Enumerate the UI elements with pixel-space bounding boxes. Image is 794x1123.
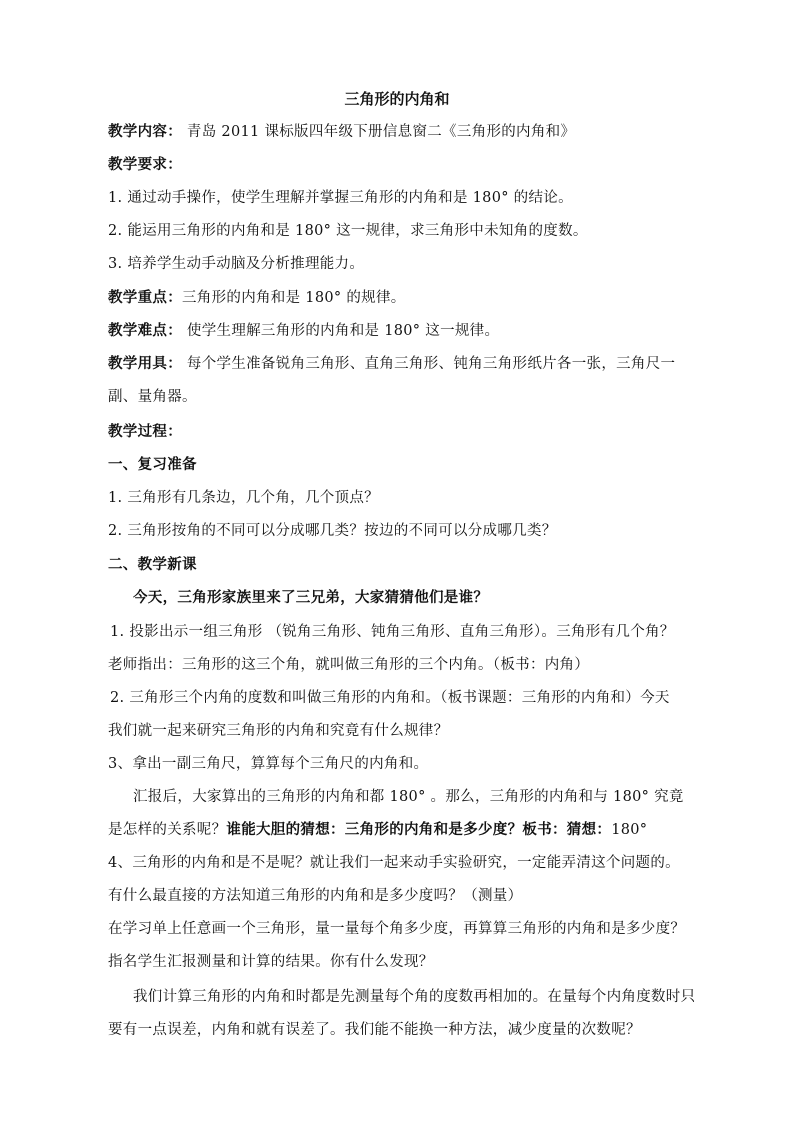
key-point-line	[108, 288, 718, 308]
difficulty-label: 教学难点：	[108, 322, 182, 339]
paragraph-5: 4、三角形的内角和是不是呢？就让我们一起来动手实验研究，一定能弄清这个问题的。	[108, 855, 680, 871]
key-point-label: 教学重点：	[108, 289, 182, 306]
difficulty-line	[108, 321, 718, 341]
paragraph-4-line-1: 汇报后，大家算出的三角形的内角和都 180° 。那么，三角形的内角和与 180° 究竟	[133, 789, 684, 805]
paragraph-7-line-1: 在学习单上任意画一个三角形，量一量每个角多少度，再算算三角形的内角和是多少度？	[108, 921, 686, 937]
paragraph-1-line-1: 1. 投影出示一组三角形 （锐角三角形、钝角三角形、直角三角形）。三角形有几个角？	[110, 624, 675, 640]
difficulty-text: 使学生理解三角形的内角和是 180° 这一规律。	[186, 323, 500, 339]
requirement-item-3: 3. 培养学生动手动脑及分析推理能力。	[108, 256, 365, 272]
content-label: 教学内容：	[108, 123, 182, 140]
content-line	[108, 122, 718, 142]
paragraph-4-bold: 谁能大胆的猜想：三角形的内角和是多少度？板书：猜想：	[226, 821, 612, 838]
process-label: 教学过程：	[108, 423, 182, 440]
paragraph-6: 有什么最直接的方法知道三角形的内角和是多少度吗？（测量）	[108, 888, 523, 904]
requirements-label: 教学要求：	[108, 156, 182, 173]
tools-label: 教学用具：	[108, 355, 182, 372]
requirement-item-2: 2. 能运用三角形的内角和是 180° 这一规律，求三角形中未知角的度数。	[108, 223, 588, 239]
new-lesson-intro: 今天，三角形家族里来了三兄弟，大家猜猜他们是谁？	[133, 589, 489, 606]
paragraph-4-question: 是怎样的关系呢？	[108, 822, 227, 838]
tools-text-cont: 副、量角器。	[108, 389, 197, 405]
paragraph-3: 3、拿出一副三角尺，算算每个三角尺的内角和。	[108, 756, 429, 772]
tools-text: 每个学生准备锐角三角形、直角三角形、钝角三角形纸片各一张，三角尺一	[186, 356, 676, 372]
paragraph-4-end: 180°	[611, 822, 648, 838]
review-question-1: 1. 三角形有几条边，几个角，几个顶点？	[108, 490, 379, 506]
paragraph-2-line-2: 我们就一起来研究三角形的内角和究竟有什么规律？	[108, 723, 449, 739]
review-heading: 一、复习准备	[108, 456, 197, 473]
paragraph-4-line-2	[108, 820, 718, 840]
content-text: 青岛 2011 课标版四年级下册信息窗二《三角形的内角和》	[186, 124, 576, 140]
page-title: 三角形的内角和	[344, 90, 450, 108]
paragraph-8-line-2: 要有一点误差，内角和就有误差了。我们能不能换一种方法，减少度量的次数呢？	[108, 1022, 641, 1038]
new-lesson-heading: 二、教学新课	[108, 556, 197, 573]
paragraph-7-line-2: 指名学生汇报测量和计算的结果。你有什么发现？	[108, 954, 434, 970]
review-question-2: 2. 三角形按角的不同可以分成哪几类？按边的不同可以分成哪几类？	[108, 523, 557, 539]
paragraph-1-line-2: 老师指出：三角形的这三个角，就叫做三角形的三个内角。（板书：内角）	[108, 657, 590, 673]
tools-line	[108, 354, 718, 374]
key-point-text: 三角形的内角和是 180° 的规律。	[182, 290, 406, 306]
requirement-item-1: 1. 通过动手操作，使学生理解并掌握三角形的内角和是 180° 的结论。	[108, 190, 573, 206]
paragraph-8-line-1: 我们计算三角形的内角和时都是先测量每个角的度数再相加的。在量每个内角度数时只	[133, 989, 696, 1005]
paragraph-2-line-1: 2. 三角形三个内角的度数和叫做三角形的内角和。（板书课题：三角形的内角和）今天	[110, 690, 670, 706]
